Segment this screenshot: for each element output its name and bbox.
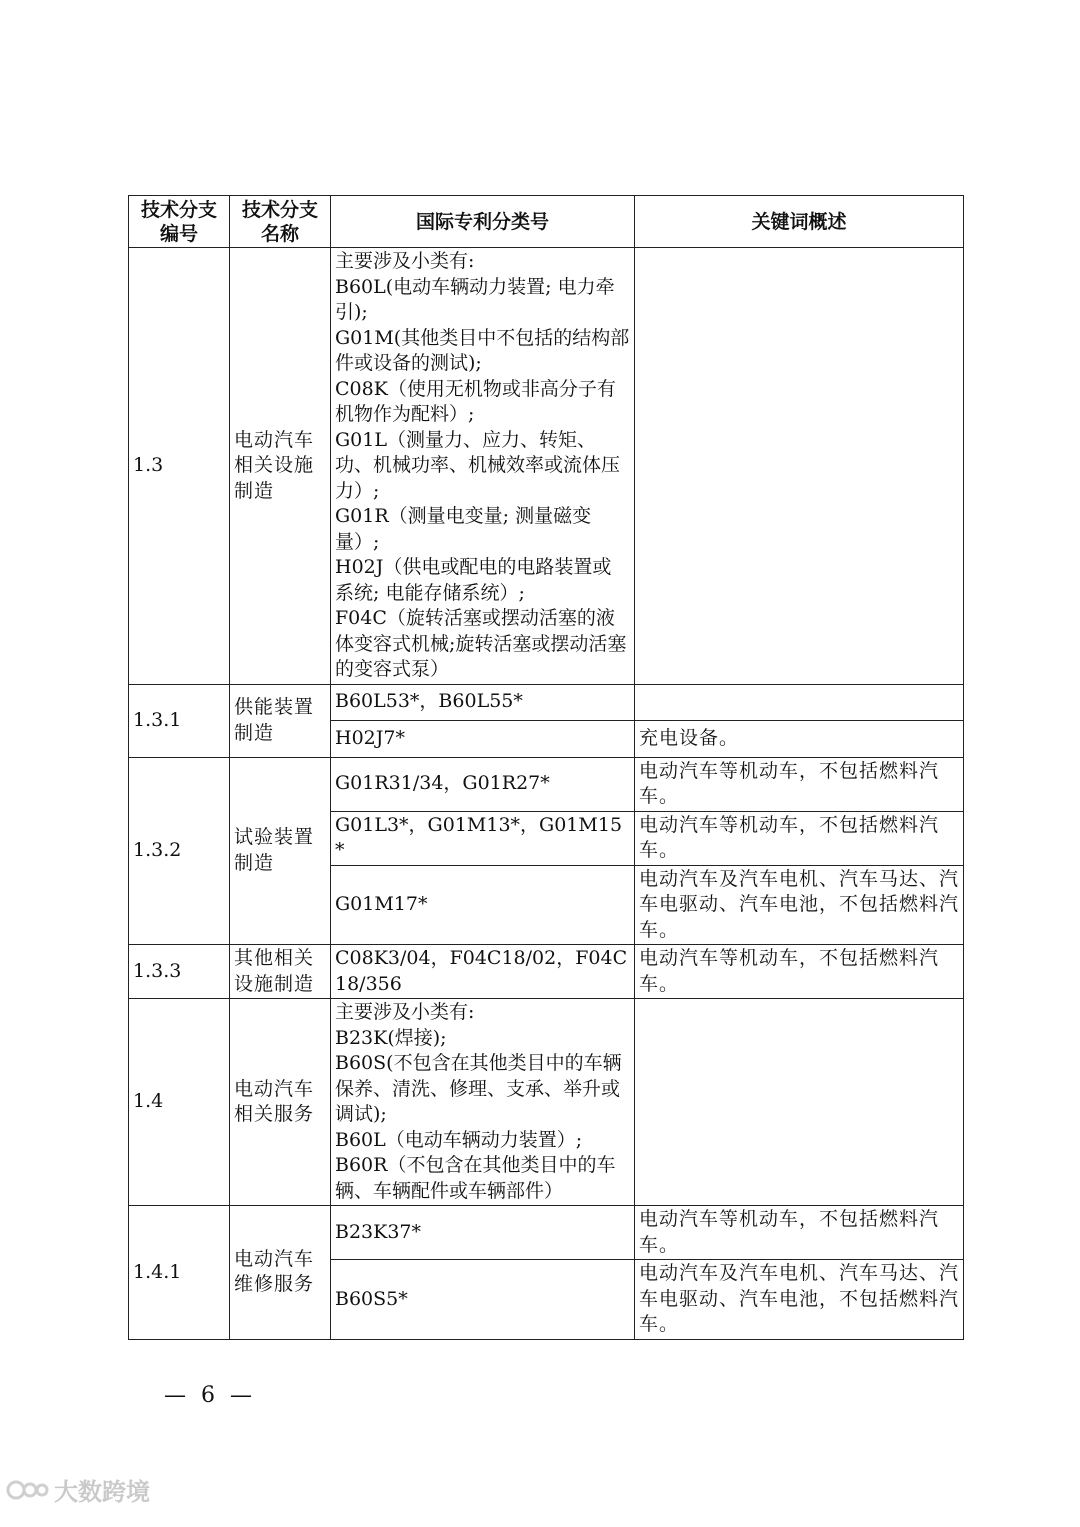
table-row bbox=[129, 945, 964, 999]
watermark-logo-icon bbox=[6, 1476, 50, 1504]
keyword-summary bbox=[635, 684, 964, 720]
ipc-classes: B60S5* bbox=[331, 1260, 635, 1340]
branch-number: 1.3.2 bbox=[129, 757, 230, 945]
table-row bbox=[129, 684, 964, 720]
ipc-classes: H02J7* bbox=[331, 720, 635, 757]
branch-name: 电动汽车相关设施制造 bbox=[230, 248, 331, 685]
keyword-summary bbox=[635, 999, 964, 1206]
ipc-classes: 主要涉及小类有: B60L(电动车辆动力装置; 电力牵引); G01M(其他类目中不包括的结构部件或设备的测试); C08K（使用无机物或非高分子有机物作为配料）; G01L（测量力、应力、转矩、功、机械功率、机械效率或流体压力）; G01R（测量电变量; 测量磁变量）; H02J（供电或配电的电路装置或系统; 电能存储系统）; F04C（旋转活塞或摆动活塞的液体变容式机械;旋转活塞或摆动活塞的变容式泵） bbox=[331, 248, 635, 685]
branch-number: 1.3.1 bbox=[129, 684, 230, 757]
ipc-classes: B60L53*，B60L55* bbox=[331, 684, 635, 720]
ipc-classes: C08K3/04，F04C18/02，F04C18/356 bbox=[331, 945, 635, 999]
keyword-summary: 电动汽车等机动车，不包括燃料汽车。 bbox=[635, 945, 964, 999]
keyword-summary: 电动汽车等机动车，不包括燃料汽车。 bbox=[635, 811, 964, 865]
keyword-summary: 充电设备。 bbox=[635, 720, 964, 757]
watermark bbox=[6, 1472, 150, 1507]
header-keywords: 关键词概述 bbox=[635, 196, 964, 248]
watermark-text: 大数跨境 bbox=[54, 1478, 150, 1506]
branch-name: 电动汽车相关服务 bbox=[230, 999, 331, 1206]
branch-name: 供能装置制造 bbox=[230, 684, 331, 757]
ipc-classes: 主要涉及小类有: B23K(焊接); B60S(不包含在其他类目中的车辆保养、清洗、修理、支承、举升或调试); B60L（电动车辆动力装置）; B60R（不包含在其他类目中的车辆、车辆配件或车辆部件） bbox=[331, 999, 635, 1206]
branch-number: 1.3.3 bbox=[129, 945, 230, 999]
keyword-summary: 电动汽车及汽车电机、汽车马达、汽车电驱动、汽车电池，不包括燃料汽车。 bbox=[635, 1260, 964, 1340]
header-branch-name: 技术分支 名称 bbox=[230, 196, 331, 248]
ipc-classes: G01R31/34，G01R27* bbox=[331, 757, 635, 811]
branch-name: 试验装置制造 bbox=[230, 757, 331, 945]
keyword-summary bbox=[635, 248, 964, 685]
branch-number: 1.4 bbox=[129, 999, 230, 1206]
ipc-classes: G01M17* bbox=[331, 865, 635, 945]
branch-name: 电动汽车维修服务 bbox=[230, 1206, 331, 1340]
table-row bbox=[129, 1206, 964, 1260]
branch-number: 1.3 bbox=[129, 248, 230, 685]
ipc-classes: G01L3*，G01M13*，G01M15* bbox=[331, 811, 635, 865]
table-row bbox=[129, 999, 964, 1206]
keyword-summary: 电动汽车等机动车，不包括燃料汽车。 bbox=[635, 1206, 964, 1260]
branch-number: 1.4.1 bbox=[129, 1206, 230, 1340]
keyword-summary: 电动汽车等机动车，不包括燃料汽车。 bbox=[635, 757, 964, 811]
ipc-classes: B23K37* bbox=[331, 1206, 635, 1260]
header-ipc: 国际专利分类号 bbox=[331, 196, 635, 248]
page-number: — 6 — bbox=[164, 1383, 256, 1408]
patent-classification-table bbox=[128, 195, 964, 1340]
keyword-summary: 电动汽车及汽车电机、汽车马达、汽车电驱动、汽车电池，不包括燃料汽车。 bbox=[635, 865, 964, 945]
table-row bbox=[129, 248, 964, 685]
table-row bbox=[129, 757, 964, 811]
table-header-row bbox=[129, 196, 964, 248]
header-branch-number: 技术分支 编号 bbox=[129, 196, 230, 248]
branch-name: 其他相关设施制造 bbox=[230, 945, 331, 999]
